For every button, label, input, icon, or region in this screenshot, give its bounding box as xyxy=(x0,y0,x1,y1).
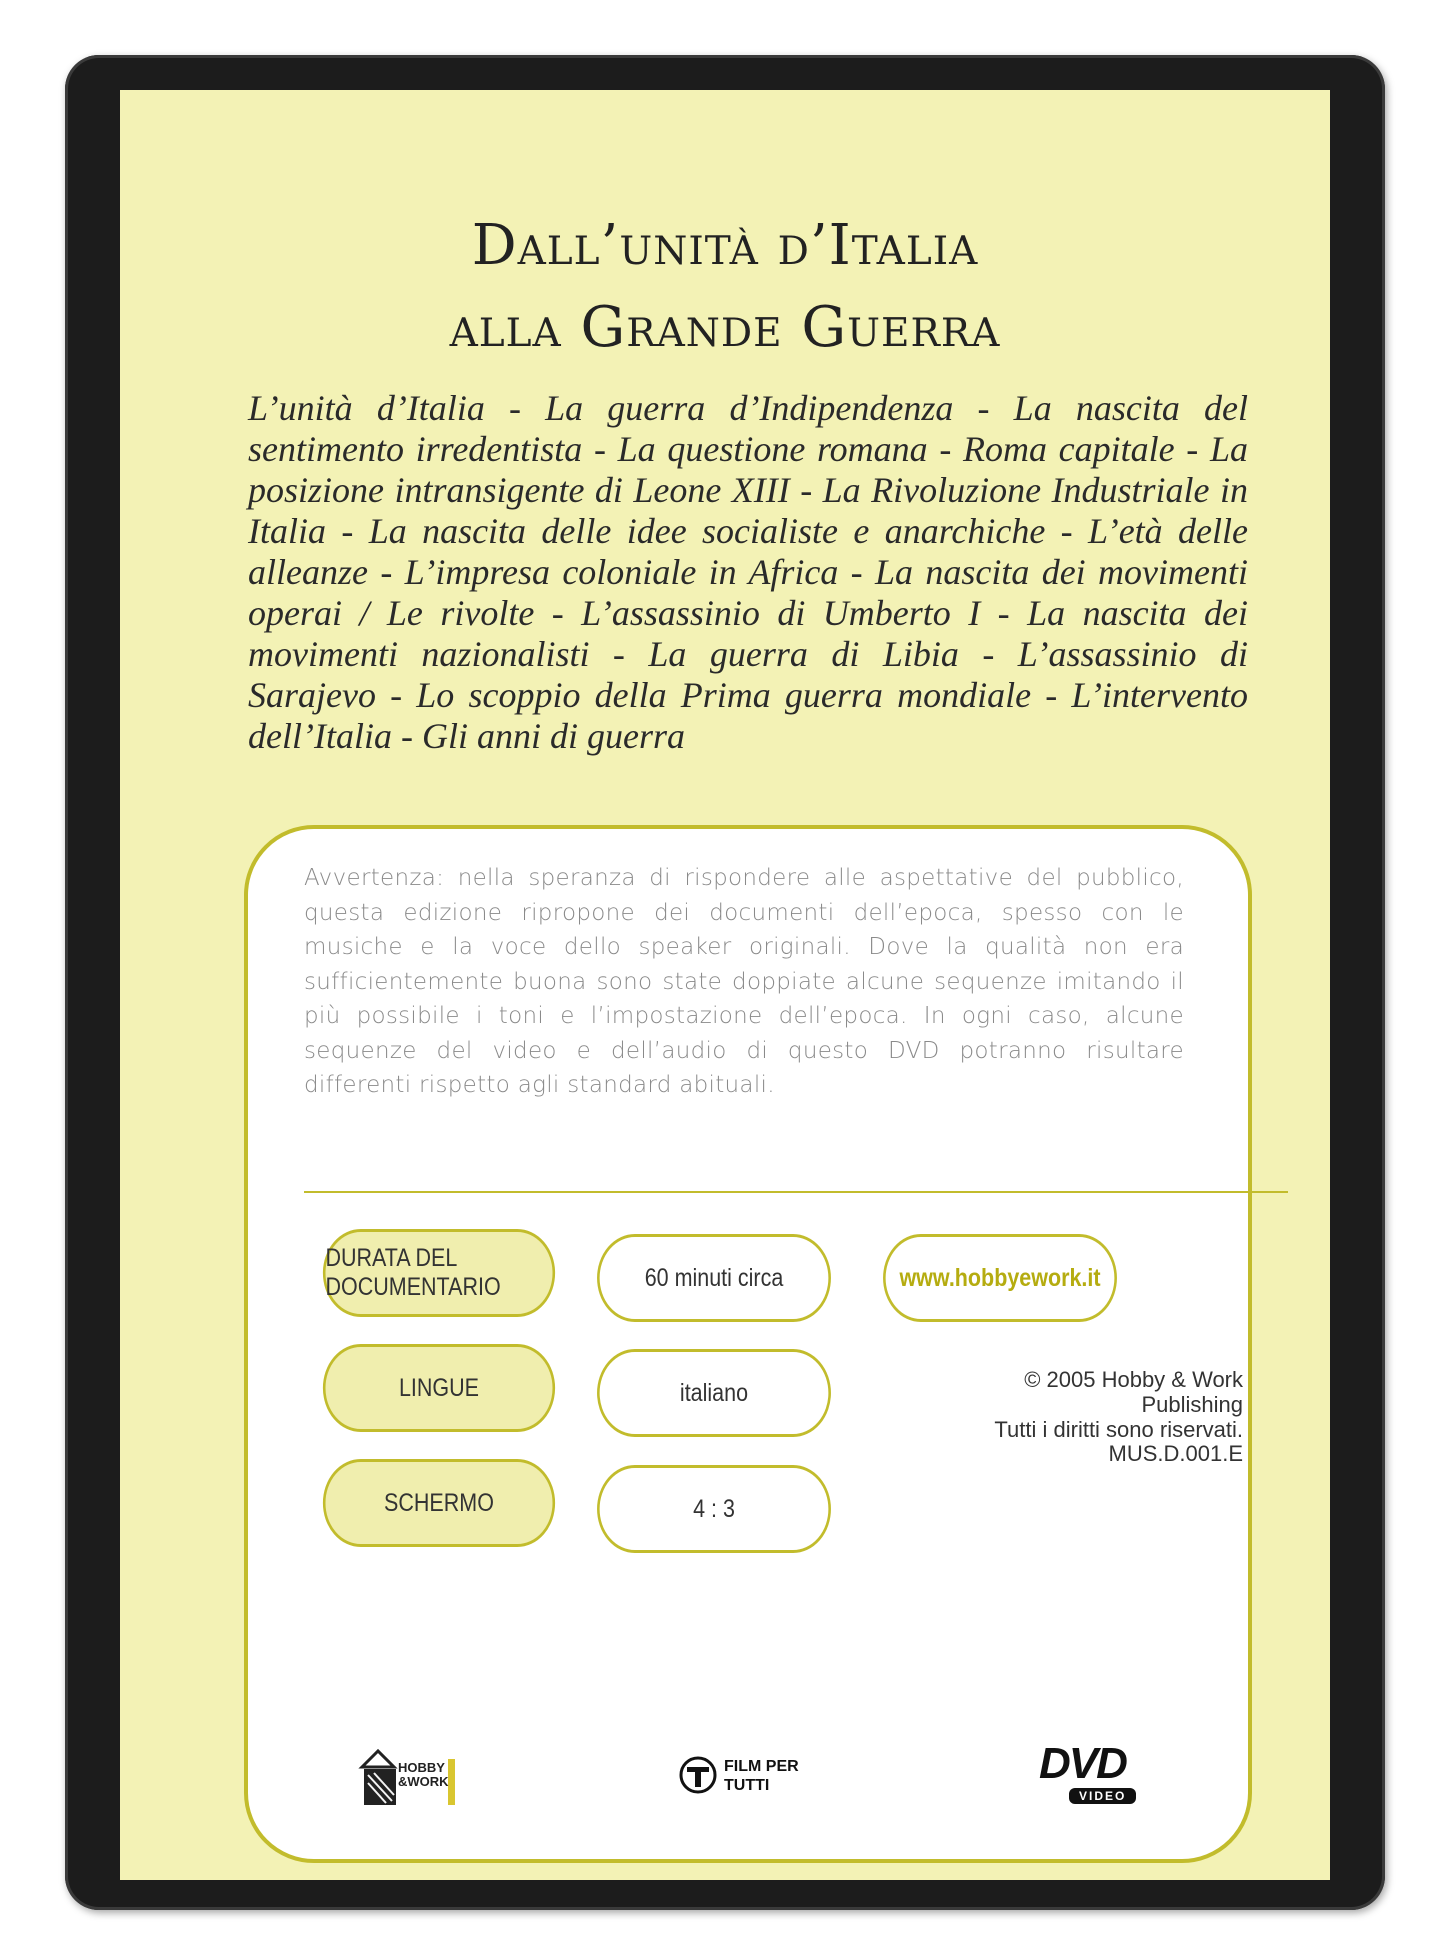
title-line-1: Dall’unità d’Italia xyxy=(471,213,979,278)
languages-label-pill xyxy=(323,1344,555,1432)
hobby-work-logo xyxy=(358,1745,473,1813)
dvd-wordmark: DVD xyxy=(1039,1739,1126,1788)
duration-value: 60 minuti circa xyxy=(644,1263,784,1292)
languages-value: italiano xyxy=(679,1378,749,1407)
copyright-line-1: © 2005 Hobby & Work Publishing xyxy=(1024,1367,1243,1417)
copyright-line-2: Tutti i diritti sono riservati. xyxy=(994,1417,1243,1442)
screen-label: SCHERMO xyxy=(384,1488,494,1517)
video-wordmark: VIDEO xyxy=(1069,1788,1136,1804)
hobby-work-wordmark: HOBBY &WORK xyxy=(398,1760,449,1789)
website-pill[interactable] xyxy=(883,1234,1117,1322)
website-link[interactable]: www.hobbyework.it xyxy=(899,1263,1101,1292)
film-reel-icon xyxy=(678,1753,722,1797)
duration-label: DURATA DEL DOCUMENTARIO xyxy=(325,1244,501,1301)
film-per-tutti-wordmark: FILM PER TUTTI xyxy=(724,1758,799,1794)
dvd-back-cover xyxy=(120,90,1330,1880)
title-line-2: alla Grande Guerra xyxy=(449,295,1001,360)
screen-value: 4 : 3 xyxy=(693,1494,735,1523)
warning-notice: Avvertenza: nella speranza di rispondere alle aspettative del pubblico, questa edizione ripropone dei documenti dell’epoca, spesso con le musiche e la voce dello speaker originali. Dove la qualità non era sufficientemente buona sono state doppiate alcune sequenze imitando il più possibile i toni e l’impostazione dell’epoca. In ogni caso, alcune sequenze del video e dell’audio di questo DVD potranno risultare differenti rispetto agli standard abituali. xyxy=(304,865,1184,1098)
divider-line xyxy=(304,1191,1288,1193)
info-panel xyxy=(244,825,1252,1863)
dvd-video-logo xyxy=(1031,1739,1161,1812)
duration-label-pill xyxy=(323,1229,555,1317)
screen-label-pill xyxy=(323,1459,555,1547)
copyright-notice xyxy=(973,1367,1243,1442)
duration-value-pill xyxy=(597,1234,831,1322)
languages-label: LINGUE xyxy=(398,1373,480,1402)
cover-title xyxy=(120,205,1330,369)
chapter-list: L’unità d’Italia - La guerra d’Indipendenza - La nascita del sentimento irredentista - La questione romana - Roma capitale - La posizione intransigente di Leone XIII - La Rivoluzione Industriale in Italia - La nascita delle idee socialiste e anarchiche - L’età delle alleanze - L’impresa coloniale in Africa - La nascita dei movimenti operai / Le rivolte - L’assassinio di Umberto I - La nascita dei movimenti nazionalisti - La guerra di Libia - L’assassinio di Sarajevo - Lo scoppio della Prima guerra mondiale - L’intervento dell’Italia - Gli anni di guerra xyxy=(248,388,1248,756)
languages-value-pill xyxy=(597,1349,831,1437)
film-per-tutti-logo xyxy=(678,1753,818,1803)
product-code: MUS.D.001.E xyxy=(1108,1441,1243,1466)
screen-value-pill xyxy=(597,1465,831,1553)
